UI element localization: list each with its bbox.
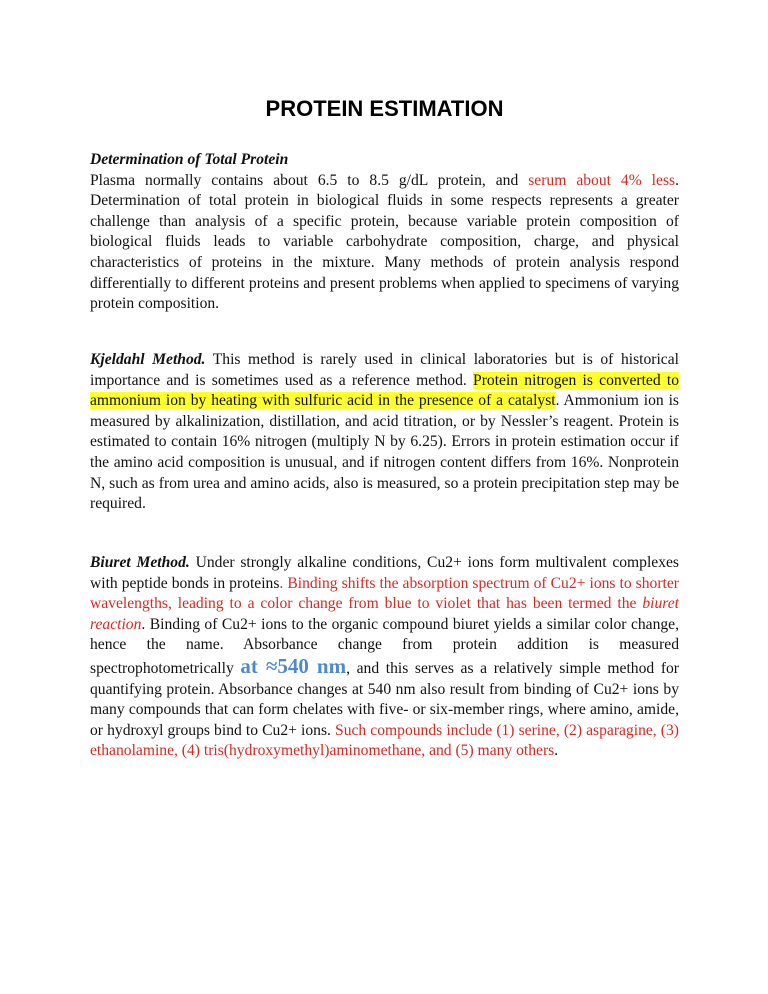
paragraph-text: . Binding of Cu2+ ions to the organic compound biuret yields a similar color change, hence the name. Absorbance change from protein addition is measured spectrophotometrically <box>90 615 679 677</box>
section-kjeldahl <box>90 350 679 515</box>
paragraph-text: . <box>554 742 559 760</box>
red-italic-text: biuret reaction <box>90 595 679 633</box>
paragraph-text: This method is rarely used in clinical laboratories but is of historical importance and is sometimes used as a reference method. <box>90 351 679 389</box>
red-emphasis-text: Such compounds include (1) serine, (2) asparagine, (3) ethanolamine, (4) tris(hydroxymethyl)aminomethane, and (5) many others <box>90 721 679 760</box>
paragraph-text: , and this serves as a relatively simple method for quantifying protein. Absorbance changes at 540 nm also result from binding of Cu2+ ions by many compounds that can form chelates with five- or six-member rings, where amino, amide, or hydroxyl groups bind to Cu2+ ions. <box>90 659 680 739</box>
page-title: PROTEIN ESTIMATION <box>265 96 504 121</box>
paragraph-text: . Determination of total protein in biological fluids in some respects represents a greater challenge than analysis of a specific protein, because variable protein composition of biological fluids leads to variable carbohydrate composition, charge, and physical characteristics of proteins in the mixture. Many methods of protein analysis respond differentially to different proteins and present problems when applied to specimens of varying protein composition. <box>90 171 679 313</box>
highlighted-text: Protein nitrogen is converted to ammonium ion by heating with sulfuric acid in the presence of a catalyst <box>90 371 679 410</box>
section-heading-total-protein: Determination of Total Protein <box>90 151 289 168</box>
paragraph-text: Under strongly alkaline conditions, Cu2+ ions form multivalent complexes with peptide bonds in proteins <box>90 554 679 592</box>
section-biuret <box>90 553 679 762</box>
red-emphasis-text: . Binding shifts the absorption spectrum of Cu2+ ions to shorter wavelengths, leading to a color change from blue to violet that has been termed the <box>90 574 679 613</box>
red-emphasis-text: serum about 4% less <box>528 171 676 189</box>
blue-emphasis-text: at ≈540 nm <box>240 653 347 678</box>
section-heading-biuret: Biuret Method. <box>90 554 190 571</box>
paragraph-text: Plasma normally contains about 6.5 to 8.5 g/dL protein, and <box>90 171 529 189</box>
section-heading-kjeldahl: Kjeldahl Method. <box>90 351 206 368</box>
paragraph-text: . Ammonium ion is measured by alkalinization, distillation, and acid titration, or by Nessler’s reagent. Protein is estimated to contain 16% nitrogen (multiply N by 6.25). Errors in protein estimation occur if the amino acid composition is unusual, and if nitrogen content differs from 16%. Nonprotein N, such as from urea and amino acids, also is measured, so a protein precipitation step may be required. <box>90 392 679 513</box>
section-total-protein <box>90 150 679 315</box>
